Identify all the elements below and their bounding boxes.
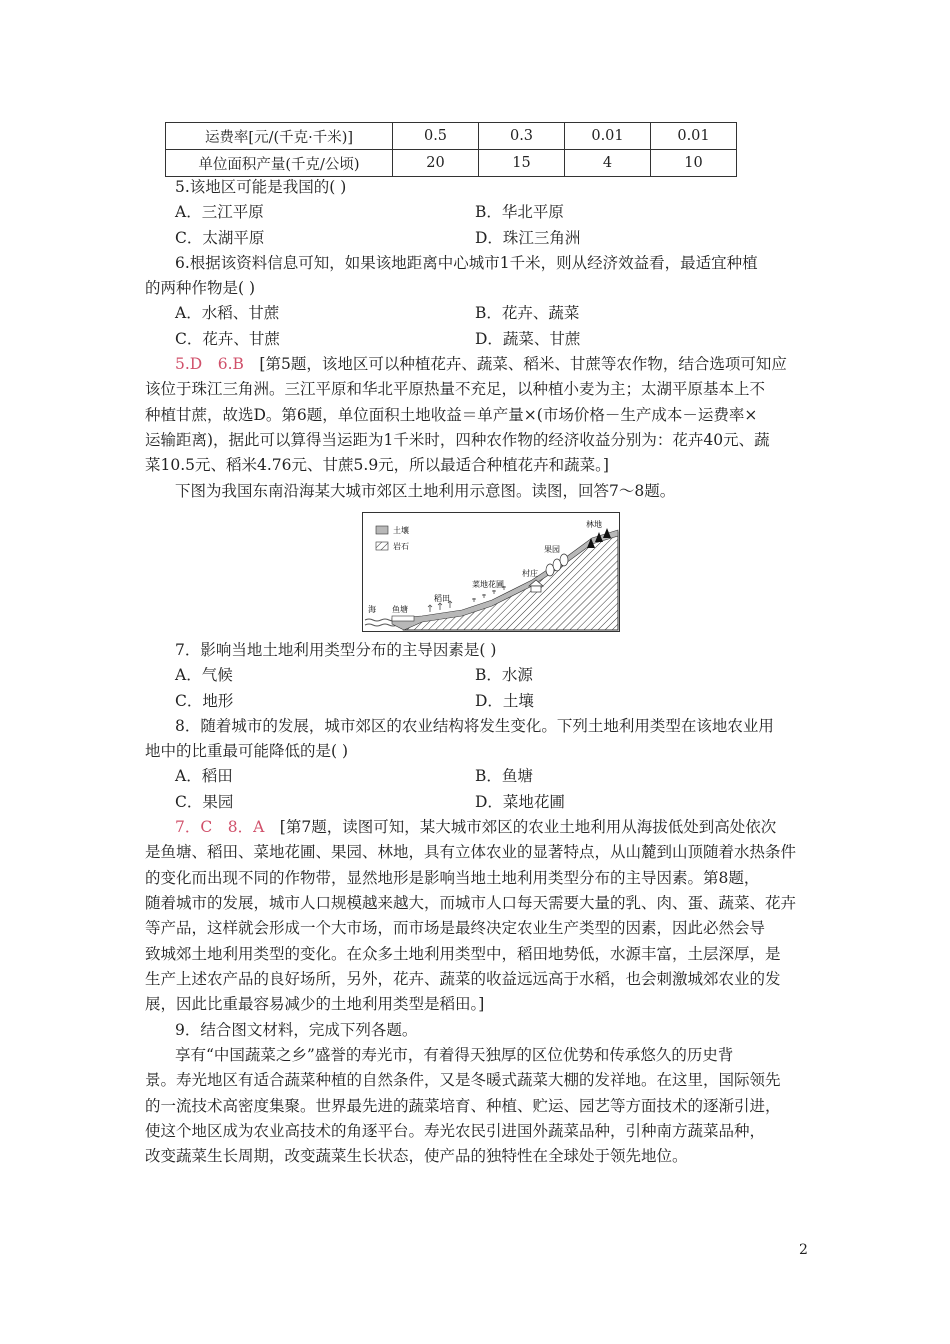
answer-key: 7．C 8．A: [175, 818, 265, 836]
table-cell: 0.01: [651, 123, 737, 150]
legend-rock-label: 岩石: [393, 542, 409, 551]
legend-rock-swatch: [376, 542, 388, 550]
question-8-option-d: D．菜地花圃: [475, 793, 565, 811]
question-6-stem-cont: 的两种作物是( ): [145, 279, 256, 297]
question-9-paragraph: 改变蔬菜生长周期，改变蔬菜生长状态，使产品的独特性在全球处于领先地位。: [145, 1147, 688, 1165]
freight-yield-table: [165, 122, 737, 177]
question-6-option-a: A．水稻、甘蔗: [175, 304, 280, 322]
question-6-option-b: B．花卉、蔬菜: [475, 304, 580, 322]
table-row-label: 单位面积产量(千克/公顷): [166, 150, 393, 177]
answer-text: 菜10.5元、稻米4.76元、甘蔗5.9元，所以最适合种植花卉和蔬菜。]: [145, 456, 609, 474]
legend-soil-label: 土壤: [393, 526, 409, 535]
question-9-paragraph: 的一流技术高密度集聚。世界最先进的蔬菜培育、种植、贮运、园艺等方面技术的逐渐引进，: [145, 1097, 781, 1115]
answer-text: 的变化而出现不同的作物带，显然地形是影响当地土地利用类型分布的主导因素。第8题，: [145, 869, 760, 887]
question-9-stem: 9．结合图文材料，完成下列各题。: [175, 1021, 418, 1039]
question-5-option-d: D．珠江三角洲: [475, 229, 581, 247]
question-9-paragraph: 享有“中国蔬菜之乡”盛誉的寿光市，有着得天独厚的区位优势和传承悠久的历史背: [175, 1046, 734, 1064]
question-7-option-a: A．气候: [175, 666, 233, 684]
answer-text: [第5题，该地区可以种植花卉、蔬菜、稻米、甘蔗等农作物，结合选项可知应: [259, 355, 787, 373]
answer-text: 展，因此比重最容易减少的土地利用类型是稻田。]: [145, 995, 485, 1013]
question-7-option-d: D．土壤: [475, 692, 534, 710]
answer-text: 生产上述农产品的良好场所，另外，花卉、蔬菜的收益远远高于水稻，也会刺激城郊农业的发: [145, 970, 781, 988]
table-cell: 15: [479, 150, 565, 177]
question-8-stem: 8．随着城市的发展，城市郊区的农业结构将发生变化。下列土地利用类型在该地农业用: [175, 717, 774, 735]
question-7-option-b: B．水源: [475, 666, 533, 684]
table-cell: 0.3: [479, 123, 565, 150]
table-row: [166, 123, 737, 150]
answer-text: 等产品，这样就会形成一个大市场，而市场是最终决定农业生产类型的因素，因此必然会导: [145, 919, 766, 937]
question-6-option-c: C．花卉、甘蔗: [175, 330, 280, 348]
label-orchard: 果园: [544, 545, 560, 554]
answer-text: 随着城市的发展，城市人口规模越来越大，而城市人口每天需要大量的乳、肉、蛋、蔬菜、花卉: [145, 894, 797, 912]
question-5-option-c: C．太湖平原: [175, 229, 265, 247]
answer-text: 是鱼塘、稻田、菜地花圃、果园、林地，具有立体农业的显著特点，从山麓到山顶随着水热条件: [145, 843, 797, 861]
answer-key: 5.D 6.B: [175, 355, 244, 373]
table-cell: 0.01: [565, 123, 651, 150]
question-6-stem: 6.根据该资料信息可知，如果该地距离中心城市1千米，则从经济效益看，最适宜种植: [175, 254, 758, 272]
question-9-paragraph: 使这个地区成为农业高技术的角逐平台。寿光农民引进国外蔬菜品种，引种南方蔬菜品种，: [145, 1122, 766, 1140]
question-9-paragraph: 景。寿光地区有适合蔬菜种植的自然条件，又是冬暖式蔬菜大棚的发祥地。在这里，国际领先: [145, 1071, 781, 1089]
land-use-diagram-svg: [362, 512, 620, 632]
table-cell: 20: [393, 150, 479, 177]
label-sea: 海: [368, 605, 376, 614]
question-6-option-d: D．蔬菜、甘蔗: [475, 330, 581, 348]
page-number: 2: [799, 1242, 808, 1258]
answer-5-6-line: [175, 352, 787, 376]
table-row: [166, 150, 737, 177]
fish-pond-water: [392, 616, 414, 621]
question-8-stem-cont: 地中的比重最可能降低的是( ): [145, 742, 349, 760]
land-use-diagram: [362, 512, 620, 632]
label-village: 村庄: [522, 569, 538, 578]
legend-soil-swatch: [376, 526, 388, 534]
label-paddy: 稻田: [434, 594, 450, 603]
answer-text: 运输距离)，据此可以算得当运距为1千米时，四种农作物的经济收益分别为：花卉40元、蔬: [145, 431, 770, 449]
label-fish-pond: 鱼塘: [392, 605, 408, 614]
question-8-option-c: C．果园: [175, 793, 234, 811]
table-cell: 10: [651, 150, 737, 177]
figure-intro: 下图为我国东南沿海某大城市郊区土地利用示意图。读图，回答7～8题。: [175, 482, 676, 500]
question-8-option-a: A．稻田: [175, 767, 233, 785]
answer-text: 种植甘蔗，故选D。第6题，单位面积土地收益＝单产量×(市场价格－生产成本－运费率×: [145, 406, 758, 424]
question-5-option-a: A．三江平原: [175, 203, 264, 221]
answer-text: [第7题，读图可知，某大城市郊区的农业土地利用从海拔低处到高处依次: [279, 818, 777, 836]
label-vegetable-garden: 菜地花圃: [472, 580, 504, 589]
question-5-stem: 5.该地区可能是我国的( ): [175, 178, 347, 196]
table-cell: 0.5: [393, 123, 479, 150]
answer-text: 致城郊土地利用类型的变化。在众多土地利用类型中，稻田地势低，水源丰富，土层深厚，是: [145, 945, 781, 963]
answer-text: 该位于珠江三角洲。三江平原和华北平原热量不充足，以种植小麦为主；太湖平原基本上不: [145, 380, 766, 398]
question-7-stem: 7．影响当地土地利用类型分布的主导因素是( ): [175, 641, 497, 659]
answer-7-8-line: [175, 815, 776, 839]
question-8-option-b: B．鱼塘: [475, 767, 533, 785]
question-5-option-b: B．华北平原: [475, 203, 564, 221]
table-cell: 4: [565, 150, 651, 177]
label-forest: 林地: [586, 520, 602, 529]
table-row-label: 运费率[元/(千克·千米)]: [166, 123, 393, 150]
question-7-option-c: C．地形: [175, 692, 234, 710]
